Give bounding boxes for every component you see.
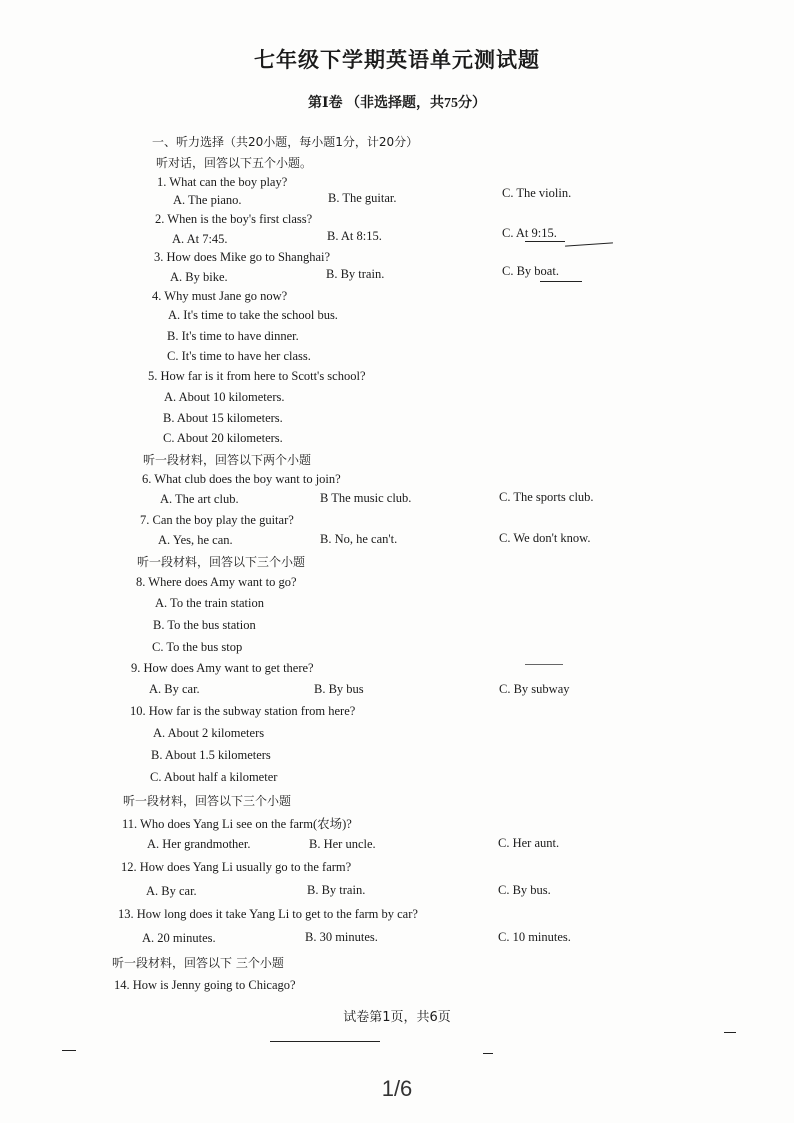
page-title: 七年级下学期英语单元测试题 [254,48,540,72]
option-c: C. We don't know. [499,531,591,545]
underline-mark [540,281,582,282]
question-stem: 7. Can the boy play the guitar? [140,513,294,527]
instruction: 听一段材料，回答以下 三个小题 [112,956,284,970]
option-c: C. By boat. [502,264,559,278]
instruction: 听一段材料，回答以下三个小题 [137,555,306,569]
option-b: B. The guitar. [328,191,397,205]
option-a: A. The piano. [173,193,242,207]
option-c: C. It's time to have her class. [167,349,311,363]
question-stem: 10. How far is the subway station from here? [130,704,356,718]
instruction: 听一段材料，回答以下三个小题 [123,794,292,808]
option-a: A. 20 minutes. [142,931,216,945]
scan-mark [525,664,563,665]
option-a: A. By car. [146,884,197,898]
option-c: C. By subway [499,682,570,696]
option-b: B. It's time to have dinner. [167,329,299,343]
option-b: B. 30 minutes. [305,930,378,944]
question-stem: 12. How does Yang Li usually go to the farm? [121,860,352,874]
option-c: C. By bus. [498,883,551,897]
option-a: A. By car. [149,682,200,696]
question-stem: 11. Who does Yang Li see on the farm(农场)? [122,817,352,831]
scan-mark [724,1032,736,1033]
option-b: B. At 8:15. [327,229,382,243]
option-b: B. About 1.5 kilometers [151,748,271,762]
question-stem: 13. How long does it take Yang Li to get to the farm by car? [118,907,418,921]
option-c: C. To the bus stop [152,640,243,654]
option-a: A. To the train station [155,596,264,610]
option-a: A. It's time to take the school bus. [168,308,338,322]
question-stem: 1. What can the boy play? [157,175,288,189]
question-stem: 14. How is Jenny going to Chicago? [114,978,296,992]
question-stem: 6. What club does the boy want to join? [142,472,341,486]
section-heading: 一、听力选择（共20小题，每小题1分，计20分） [152,135,419,149]
question-stem: 4. Why must Jane go now? [152,289,288,303]
page-footer: 试卷第1页，共6页 [343,1010,451,1025]
option-c: C. Her aunt. [498,836,560,850]
option-a: A. Yes, he can. [158,533,233,547]
option-c: C. At 9:15. [502,226,557,240]
option-a: A. The art club. [160,492,239,506]
option-b: B. By train. [307,883,366,897]
question-stem: 2. When is the boy's first class? [155,212,313,226]
question-stem: 5. How far is it from here to Scott's school? [148,369,366,383]
question-stem: 9. How does Amy want to get there? [131,661,314,675]
option-c: C. The violin. [502,186,572,200]
option-b: B. By train. [326,267,385,281]
scan-mark [62,1050,76,1051]
option-a: A. By bike. [170,270,228,284]
option-c: C. About half a kilometer [150,770,278,784]
option-a: A. About 2 kilometers [153,726,265,740]
instruction: 听对话，回答以下五个小题。 [156,156,313,170]
option-b: B. No, he can't. [320,532,398,546]
option-c: C. The sports club. [499,490,594,504]
page-indicator: 1/6 [381,1076,413,1101]
option-c: C. 10 minutes. [498,930,571,944]
option-a: A. About 10 kilometers. [164,390,285,404]
instruction: 听一段材料，回答以下两个小题 [143,453,312,467]
option-b: B. About 15 kilometers. [163,411,283,425]
scan-mark [483,1053,493,1054]
question-stem: 3. How does Mike go to Shanghai? [154,250,331,264]
option-a: A. At 7:45. [172,232,228,246]
option-c: C. About 20 kilometers. [163,431,283,445]
underline-mark [525,241,565,242]
option-a: A. Her grandmother. [147,837,251,851]
pen-stroke [565,242,613,246]
option-b: B. By bus [314,682,364,696]
question-stem: 8. Where does Amy want to go? [136,575,297,589]
option-b: B. Her uncle. [309,837,376,851]
option-b: B The music club. [320,491,412,505]
section-subtitle: 第Ⅰ卷 （非选择题，共75分） [307,96,487,111]
scan-mark [270,1041,380,1042]
option-b: B. To the bus station [153,618,256,632]
